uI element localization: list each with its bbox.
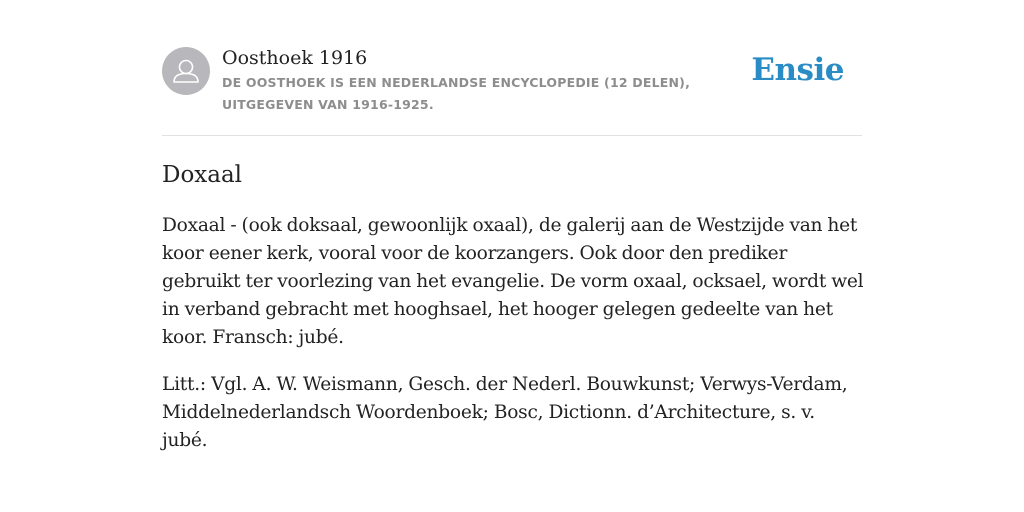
entry-body (162, 212, 864, 474)
entry-paragraph-literature: Litt.: Vgl. A. W. Weismann, Gesch. der Nederl. Bouwkunst; Verwys-Verdam, Middelnederlandsch Woordenboek; Bosc, Dictionn. d’Architecture, s. v. jubé. (162, 374, 848, 451)
source-title[interactable]: Oosthoek 1916 (222, 47, 368, 69)
user-silhouette-icon (162, 47, 210, 95)
entry-title: Doxaal (162, 162, 243, 188)
header-divider (162, 135, 862, 136)
source-header (162, 46, 862, 136)
source-avatar[interactable] (162, 47, 210, 95)
entry-paragraph-definition: Doxaal - (ook doksaal, gewoonlijk oxaal), de galerij aan de Westzijde van het koor eener kerk, vooral voor de koorzangers. Ook door den prediker gebruikt ter voorlezing van het evangelie. De vorm oxaal, ocksael, wordt wel in verband gebracht met hooghsael, het hooger gelegen gedeelte van het koor. Fransch: jubé. (162, 215, 864, 348)
ensie-logo[interactable]: Ensie (751, 52, 844, 88)
source-description: DE OOSTHOEK IS EEN NEDERLANDSE ENCYCLOPEDIE (12 DELEN), UITGEGEVEN VAN 1916-1925. (222, 75, 691, 112)
